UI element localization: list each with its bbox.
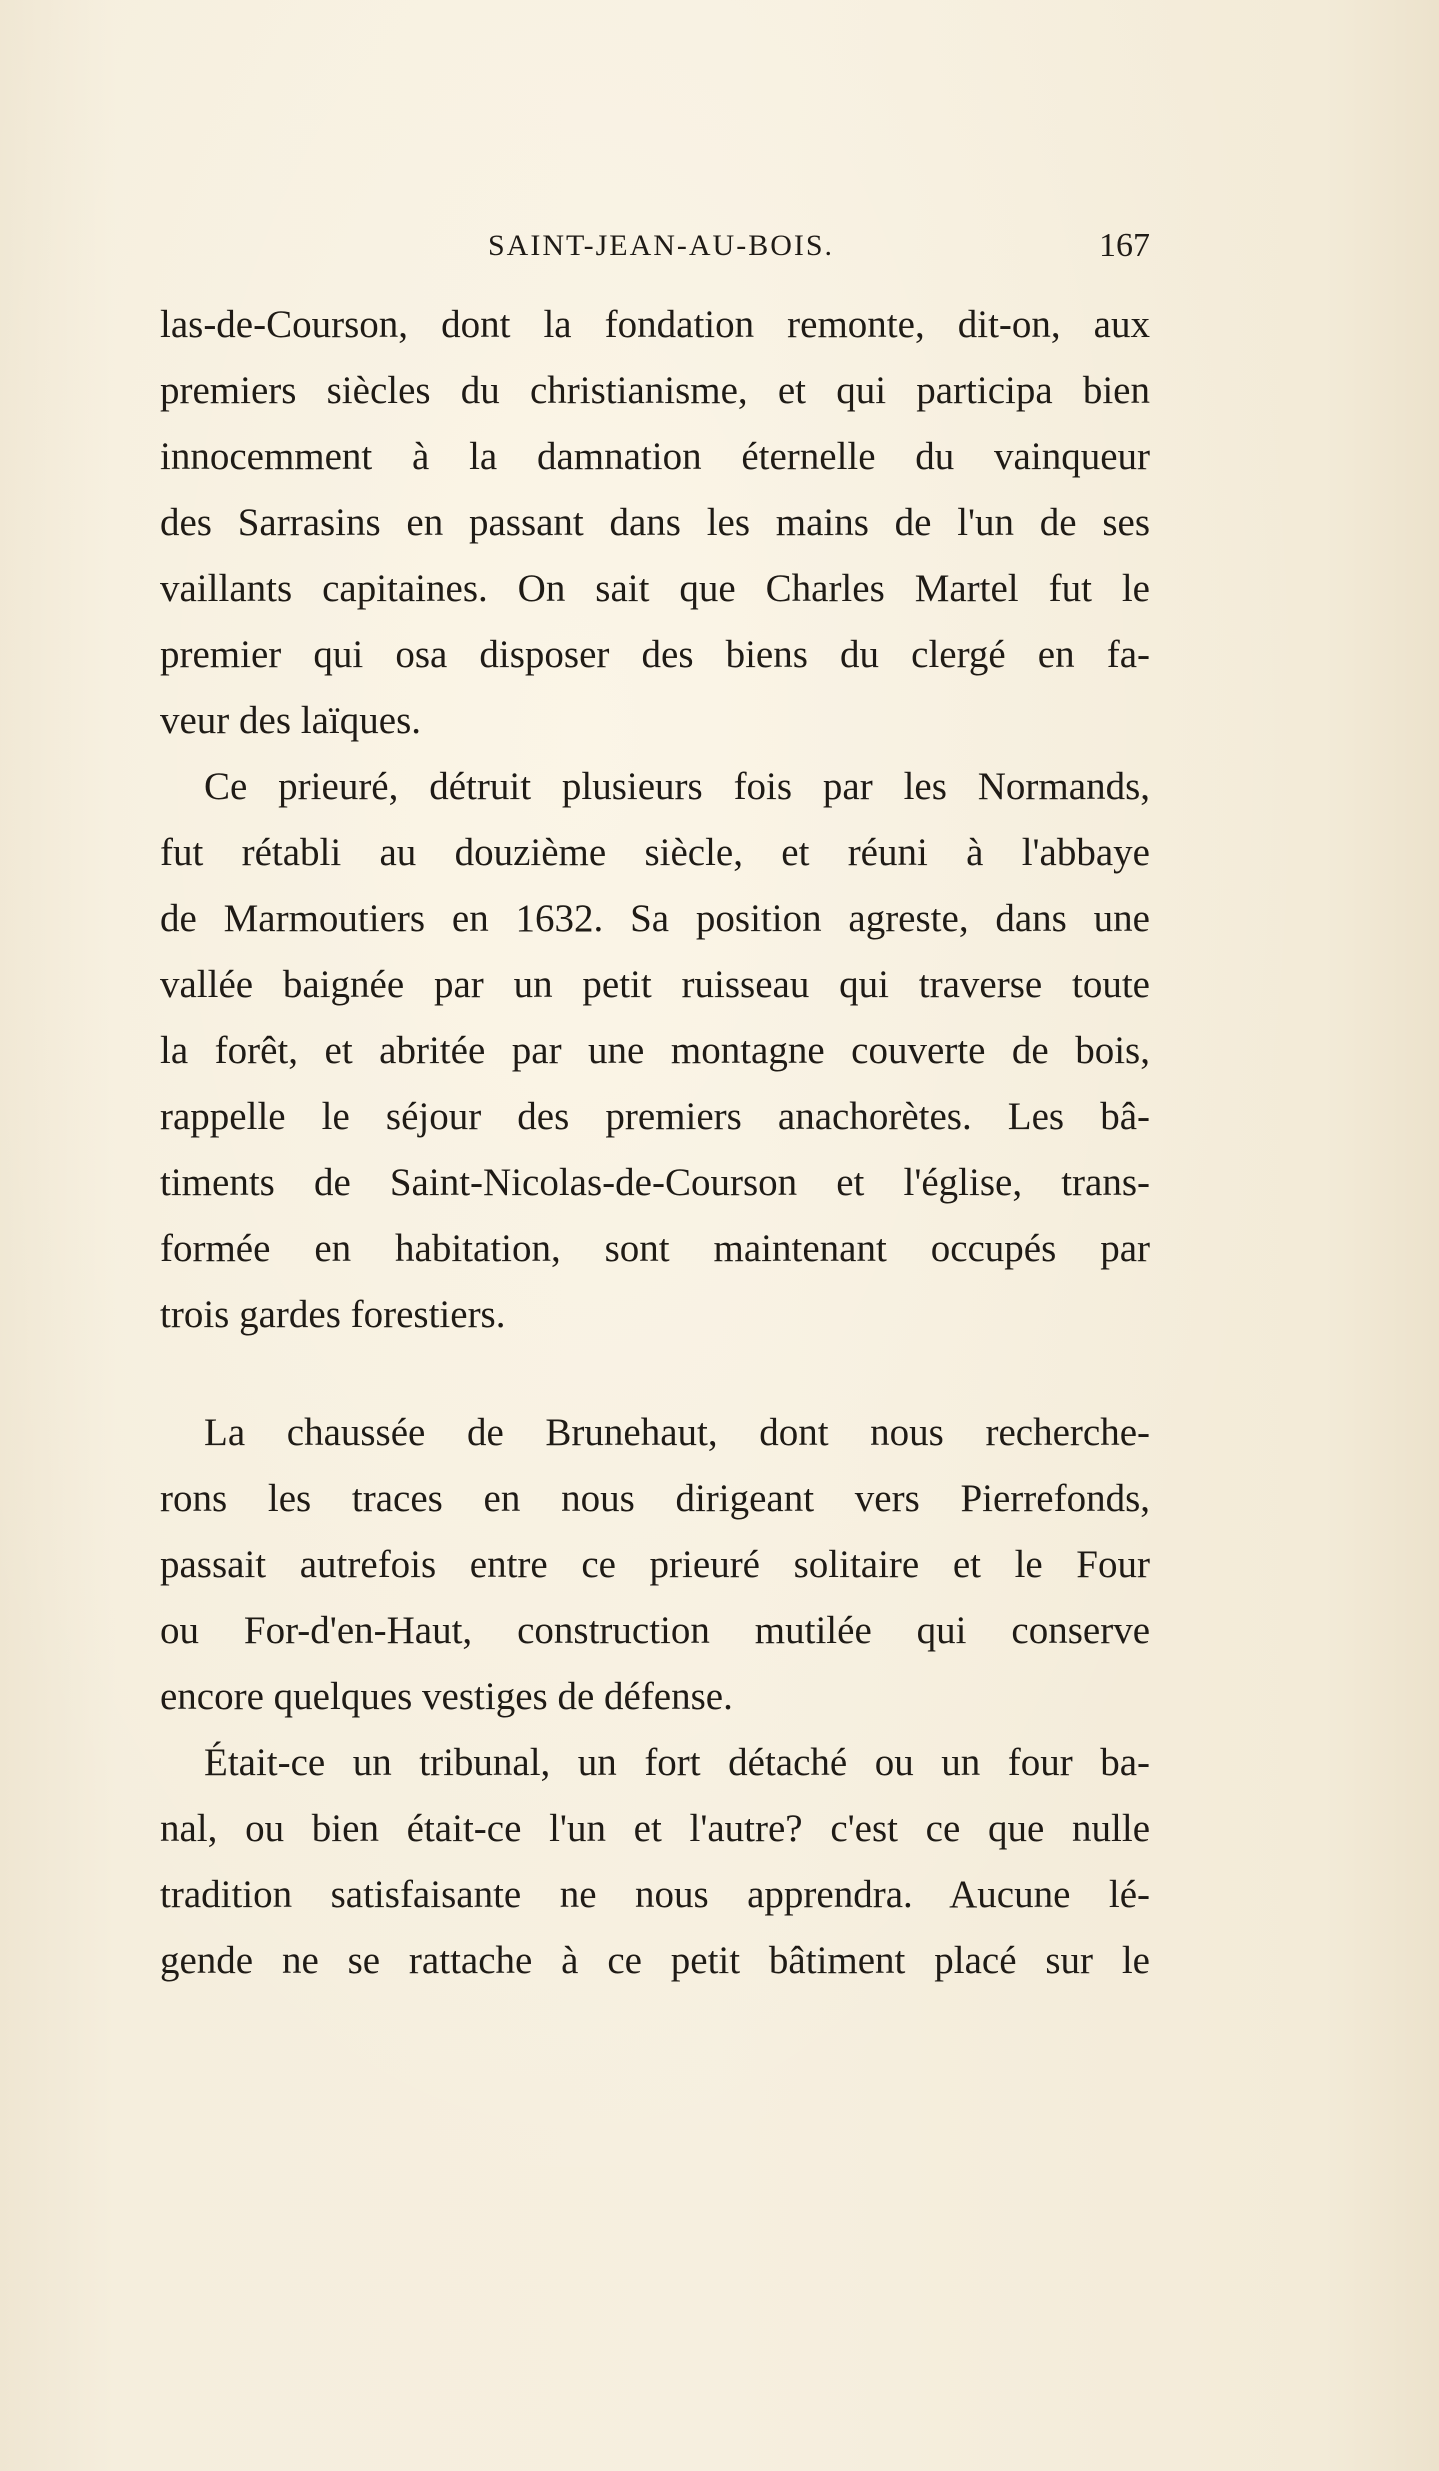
paragraph-3: [160, 1400, 1150, 1730]
running-title: SAINT-JEAN-AU-BOIS.: [488, 229, 835, 262]
paragraph-1: [160, 292, 1150, 754]
text-line: trois gardes forestiers.: [160, 1293, 506, 1336]
text-line: vaillants capitaines. On sait que Charles Martel fut le: [160, 567, 1150, 610]
text-line: formée en habitation, sont maintenant occupés par: [160, 1227, 1150, 1270]
text-line: premiers siècles du christianisme, et qui participa bien: [160, 369, 1150, 412]
text-block-upper: [160, 292, 1150, 1348]
text-line: tradition satisfaisante ne nous apprendra. Aucune lé-: [160, 1873, 1150, 1916]
text-line: vallée baignée par un petit ruisseau qui traverse toute: [160, 963, 1150, 1006]
text-line: des Sarrasins en passant dans les mains de l'un de ses: [160, 501, 1150, 544]
text-line: la forêt, et abritée par une montagne couverte de bois,: [160, 1029, 1150, 1072]
page-number: 167: [1099, 227, 1150, 264]
text-line: La chaussée de Brunehaut, dont nous recherche-: [204, 1411, 1150, 1454]
text-line: timents de Saint-Nicolas-de-Courson et l'église, trans-: [160, 1161, 1150, 1204]
text-line: rappelle le séjour des premiers anachorètes. Les bâ-: [160, 1095, 1150, 1138]
text-line: nal, ou bien était-ce l'un et l'autre? c'est ce que nulle: [160, 1807, 1150, 1850]
text-line: las-de-Courson, dont la fondation remonte, dit-on, aux: [160, 303, 1150, 346]
text-line: veur des laïques.: [160, 699, 422, 742]
text-line: gende ne se rattache à ce petit bâtiment placé sur le: [160, 1939, 1150, 1982]
text-line: fut rétabli au douzième siècle, et réuni à l'abbaye: [160, 831, 1150, 874]
text-line: passait autrefois entre ce prieuré solitaire et le Four: [160, 1543, 1150, 1586]
running-head: [160, 226, 1150, 266]
text-line: premier qui osa disposer des biens du clergé en fa-: [160, 633, 1150, 676]
text-line: de Marmoutiers en 1632. Sa position agreste, dans une: [160, 897, 1150, 940]
text-line: innocemment à la damnation éternelle du vainqueur: [160, 435, 1150, 478]
text-line: rons les traces en nous dirigeant vers Pierrefonds,: [160, 1477, 1150, 1520]
text-line: Était-ce un tribunal, un fort détaché ou un four ba-: [204, 1741, 1150, 1784]
paragraph-4: [160, 1730, 1150, 1994]
text-line: ou For-d'en-Haut, construction mutilée qui conserve: [160, 1609, 1150, 1652]
text-block-lower: [160, 1400, 1150, 1994]
text-line: encore quelques vestiges de défense.: [160, 1675, 733, 1718]
paragraph-2: [160, 754, 1150, 1348]
text-line: Ce prieuré, détruit plusieurs fois par les Normands,: [204, 765, 1150, 808]
